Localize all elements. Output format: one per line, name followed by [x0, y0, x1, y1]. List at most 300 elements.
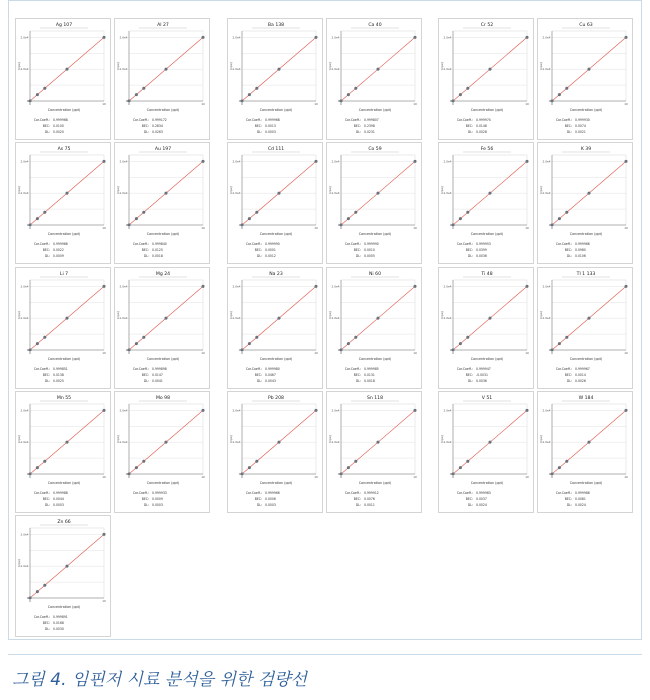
- y-tick-label: 1.0e4: [331, 67, 340, 72]
- data-point: [202, 285, 205, 288]
- stat-value: 0.0024: [476, 503, 487, 507]
- data-point: [354, 211, 357, 214]
- figure-frame: [8, 0, 642, 640]
- x-tick-label: 0: [29, 475, 31, 479]
- data-point: [377, 68, 380, 71]
- x-axis-label: Concentration (ppt): [47, 357, 81, 361]
- stat-value: 0.0074: [575, 124, 586, 128]
- x-tick-label: 0: [551, 351, 553, 355]
- calibration-chart: [439, 392, 535, 514]
- calibration-chart: [538, 19, 634, 141]
- stat-label: DL:: [566, 254, 572, 258]
- y-tick-label: 1.0e4: [20, 564, 29, 569]
- calibration-panel: [438, 142, 534, 264]
- stat-value: 0.999966: [265, 491, 280, 495]
- data-point: [414, 36, 417, 39]
- y-axis-label: [cps]: [116, 62, 120, 70]
- data-point: [278, 441, 281, 444]
- y-tick-label: 1.0e4: [542, 191, 551, 196]
- x-tick-label: 0: [340, 351, 342, 355]
- y-axis-label: [cps]: [229, 435, 233, 443]
- data-point: [548, 472, 554, 476]
- y-axis-label: [cps]: [440, 311, 444, 319]
- y-tick-label: 1.0e4: [443, 67, 452, 72]
- y-tick-label: 1.0e4: [542, 67, 551, 72]
- stat-value: 0.999988: [53, 491, 68, 495]
- data-point: [558, 466, 561, 469]
- y-tick-label: 1.0e4: [232, 67, 241, 72]
- y-tick-label: 1.0e4: [20, 191, 29, 196]
- calibration-panel: [15, 391, 111, 513]
- chart-title: Zn 66: [57, 520, 71, 525]
- plot-frame: [242, 404, 316, 474]
- data-point: [255, 211, 258, 214]
- data-point: [548, 223, 554, 227]
- data-point: [66, 565, 69, 568]
- stat-label: BEC:: [353, 248, 361, 252]
- stat-value: 0.999891: [53, 615, 68, 619]
- chart-title: Cr 52: [480, 23, 494, 28]
- data-point: [125, 348, 131, 352]
- x-tick-label: 0: [452, 351, 454, 355]
- calibration-chart: [228, 268, 324, 390]
- data-point: [103, 285, 106, 288]
- data-point: [135, 93, 138, 96]
- y-tick-label: 0: [26, 99, 29, 103]
- data-point: [466, 460, 469, 463]
- y-tick-label: 0: [449, 99, 452, 103]
- stat-value: 0.0021: [575, 130, 586, 134]
- data-point: [565, 336, 568, 339]
- x-tick-label: 0: [128, 226, 130, 230]
- stat-value: 0.0001: [265, 248, 276, 252]
- y-tick-label: 0: [548, 472, 551, 476]
- calibration-panel: [227, 18, 323, 140]
- stat-value: -0.0031: [476, 373, 488, 377]
- stat-label: BEC:: [353, 497, 361, 501]
- data-point: [36, 217, 39, 220]
- stat-label: BEC:: [141, 248, 149, 252]
- x-tick-label: 10: [102, 226, 106, 230]
- calibration-chart: [16, 268, 112, 390]
- y-tick-label: 2.0e4: [119, 159, 128, 164]
- x-tick-label: 0: [29, 599, 31, 603]
- data-point: [315, 160, 318, 163]
- data-point: [466, 87, 469, 90]
- x-tick-label: 10: [201, 226, 205, 230]
- calibration-chart: [228, 19, 324, 141]
- y-axis-label: [cps]: [17, 62, 21, 70]
- y-tick-label: 2.0e4: [542, 159, 551, 164]
- data-point: [202, 160, 205, 163]
- chart-title: Mo 98: [155, 396, 171, 401]
- y-axis-label: [cps]: [116, 311, 120, 319]
- stat-value: 0.0010: [364, 248, 375, 252]
- y-tick-label: 0: [238, 472, 241, 476]
- data-point: [414, 285, 417, 288]
- plot-frame: [242, 280, 316, 350]
- data-point: [449, 348, 455, 352]
- x-tick-label: 10: [413, 351, 417, 355]
- x-axis-label: Concentration (ppt): [569, 357, 603, 361]
- x-axis-label: Concentration (ppt): [146, 357, 180, 361]
- stat-label: BEC:: [465, 248, 473, 252]
- x-tick-label: 10: [314, 475, 318, 479]
- data-point: [278, 68, 281, 71]
- x-axis-label: Concentration (ppt): [259, 481, 293, 485]
- chart-title: Ca 40: [368, 23, 382, 28]
- y-tick-label: 2.0e4: [119, 284, 128, 289]
- data-point: [449, 223, 455, 227]
- data-point: [165, 192, 168, 195]
- data-point: [526, 285, 529, 288]
- caption-rule: [8, 654, 642, 655]
- y-axis-label: [cps]: [17, 186, 21, 194]
- plot-frame: [341, 31, 415, 101]
- calibration-chart: [115, 143, 211, 265]
- data-point: [347, 93, 350, 96]
- stat-value: 0.0399: [476, 248, 487, 252]
- data-point: [588, 441, 591, 444]
- x-tick-label: 10: [102, 475, 106, 479]
- y-tick-label: 1.0e4: [331, 191, 340, 196]
- data-point: [142, 460, 145, 463]
- data-point: [588, 317, 591, 320]
- calibration-chart: [16, 19, 112, 141]
- y-tick-label: 2.0e4: [443, 35, 452, 40]
- stat-value: 0.999990: [265, 242, 280, 246]
- data-point: [315, 409, 318, 412]
- plot-frame: [129, 155, 203, 225]
- calibration-chart: [228, 143, 324, 265]
- data-point: [43, 87, 46, 90]
- data-point: [565, 460, 568, 463]
- stat-value: 0.0003: [265, 130, 276, 134]
- data-point: [354, 460, 357, 463]
- stat-label: Cor.Coeff.:: [245, 118, 262, 122]
- x-axis-label: Concentration (ppt): [569, 108, 603, 112]
- data-point: [526, 36, 529, 39]
- y-tick-label: 0: [449, 472, 452, 476]
- stat-label: DL:: [256, 130, 262, 134]
- figure-caption: 그림 4. 임핀저 시료 분석을 위한 검량선: [12, 670, 307, 690]
- stat-label: Cor.Coeff.:: [245, 242, 262, 246]
- stat-label: Cor.Coeff.:: [33, 615, 50, 619]
- y-tick-label: 0: [548, 99, 551, 103]
- y-tick-label: 0: [125, 348, 128, 352]
- calibration-chart: [327, 143, 423, 265]
- stat-value: 0.999912: [364, 491, 379, 495]
- stat-label: Cor.Coeff.:: [33, 491, 50, 495]
- chart-title: Na 23: [269, 272, 283, 277]
- data-point: [142, 87, 145, 90]
- stat-label: DL:: [44, 379, 50, 383]
- data-point: [466, 336, 469, 339]
- x-tick-label: 0: [128, 475, 130, 479]
- y-tick-label: 2.0e4: [232, 408, 241, 413]
- data-point: [625, 36, 628, 39]
- data-point: [449, 472, 455, 476]
- data-point: [36, 342, 39, 345]
- stat-value: 0.999933: [152, 491, 167, 495]
- y-tick-label: 2.0e4: [331, 284, 340, 289]
- calibration-panel: [537, 142, 633, 264]
- chart-title: Cd 111: [267, 147, 285, 152]
- stat-value: 0.0028: [476, 130, 487, 134]
- y-tick-label: 1.0e4: [443, 191, 452, 196]
- y-tick-label: 2.0e4: [331, 408, 340, 413]
- plot-frame: [242, 31, 316, 101]
- stat-label: Cor.Coeff.:: [132, 118, 149, 122]
- data-point: [238, 472, 244, 476]
- stat-label: BEC:: [254, 248, 262, 252]
- data-point: [255, 460, 258, 463]
- x-tick-label: 10: [624, 475, 628, 479]
- stat-value: 0.0168: [53, 621, 64, 625]
- y-tick-label: 1.0e4: [542, 440, 551, 445]
- stat-label: BEC:: [42, 497, 50, 501]
- stat-value: 0.0018: [364, 379, 375, 383]
- stat-label: BEC:: [141, 497, 149, 501]
- stat-value: 0.999966: [575, 242, 590, 246]
- data-point: [103, 533, 106, 536]
- x-tick-label: 0: [452, 102, 454, 106]
- data-point: [66, 68, 69, 71]
- data-point: [377, 441, 380, 444]
- stat-label: Cor.Coeff.:: [344, 242, 361, 246]
- plot-frame: [242, 155, 316, 225]
- y-tick-label: 2.0e4: [119, 35, 128, 40]
- data-point: [377, 317, 380, 320]
- y-tick-label: 1.0e4: [20, 316, 29, 321]
- x-tick-label: 10: [525, 475, 529, 479]
- stat-label: BEC:: [254, 124, 262, 128]
- data-point: [625, 409, 628, 412]
- stat-value: 0.0003: [152, 503, 163, 507]
- stat-label: DL:: [143, 379, 149, 383]
- x-axis-label: Concentration (ppt): [259, 108, 293, 112]
- data-point: [558, 342, 561, 345]
- calibration-panel: [227, 391, 323, 513]
- stat-label: DL:: [566, 503, 572, 507]
- stat-label: BEC:: [42, 373, 50, 377]
- calibration-panel: [114, 267, 210, 389]
- data-point: [347, 217, 350, 220]
- chart-title: Au 197: [154, 147, 172, 152]
- data-point: [337, 99, 343, 103]
- x-tick-label: 0: [241, 226, 243, 230]
- y-axis-label: [cps]: [440, 62, 444, 70]
- plot-frame: [453, 280, 527, 350]
- chart-title: Ba 138: [267, 23, 285, 28]
- stat-label: BEC:: [42, 124, 50, 128]
- plot-frame: [30, 404, 104, 474]
- plot-frame: [552, 155, 626, 225]
- data-point: [103, 36, 106, 39]
- calibration-chart: [538, 268, 634, 390]
- stat-value: 0.0030: [53, 627, 64, 631]
- stat-value: 0.0231: [364, 130, 375, 134]
- data-point: [558, 93, 561, 96]
- stat-label: DL:: [143, 503, 149, 507]
- y-tick-label: 1.0e4: [232, 191, 241, 196]
- calibration-chart: [115, 19, 211, 141]
- data-point: [26, 348, 32, 352]
- x-axis-label: Concentration (ppt): [47, 108, 81, 112]
- stat-value: 0.999953: [476, 242, 491, 246]
- data-point: [354, 87, 357, 90]
- calibration-chart: [115, 392, 211, 514]
- data-point: [459, 93, 462, 96]
- stat-value: 0.999807: [364, 118, 379, 122]
- y-tick-label: 0: [449, 223, 452, 227]
- data-point: [449, 99, 455, 103]
- plot-frame: [453, 31, 527, 101]
- stat-value: 0.0026: [575, 379, 586, 383]
- stat-label: DL:: [566, 130, 572, 134]
- data-point: [248, 342, 251, 345]
- y-axis-label: [cps]: [17, 311, 21, 319]
- x-axis-label: Concentration (ppt): [470, 232, 504, 236]
- data-point: [625, 285, 628, 288]
- stat-value: 0.0012: [265, 254, 276, 258]
- x-tick-label: 10: [314, 102, 318, 106]
- x-axis-label: Concentration (ppt): [470, 108, 504, 112]
- x-tick-label: 10: [201, 351, 205, 355]
- data-point: [165, 68, 168, 71]
- y-tick-label: 0: [26, 348, 29, 352]
- x-tick-label: 0: [241, 351, 243, 355]
- stat-label: BEC:: [254, 373, 262, 377]
- calibration-panel: [227, 142, 323, 264]
- data-point: [43, 460, 46, 463]
- stat-label: BEC:: [141, 124, 149, 128]
- stat-label: DL:: [355, 130, 361, 134]
- calibration-chart: [538, 392, 634, 514]
- data-point: [248, 217, 251, 220]
- y-tick-label: 0: [238, 99, 241, 103]
- stat-label: Cor.Coeff.:: [33, 242, 50, 246]
- chart-title: Ti 48: [481, 272, 493, 277]
- calibration-chart: [228, 392, 324, 514]
- chart-title: K 39: [580, 147, 592, 152]
- stat-value: 0.0025: [53, 379, 64, 383]
- y-axis-label: [cps]: [328, 311, 332, 319]
- y-axis-label: [cps]: [229, 62, 233, 70]
- x-tick-label: 10: [624, 226, 628, 230]
- stat-value: 0.999980: [265, 367, 280, 371]
- stat-value: 0.0003: [265, 503, 276, 507]
- y-tick-label: 1.0e4: [331, 316, 340, 321]
- x-tick-label: 10: [525, 102, 529, 106]
- stat-value: 0.0024: [575, 503, 586, 507]
- stat-value: 0.0148: [476, 124, 487, 128]
- x-tick-label: 0: [551, 102, 553, 106]
- data-point: [202, 409, 205, 412]
- stat-label: DL:: [355, 503, 361, 507]
- y-tick-label: 2.0e4: [542, 35, 551, 40]
- stat-value: 0.0037: [476, 497, 487, 501]
- data-point: [125, 223, 131, 227]
- chart-title: Sn 118: [366, 396, 384, 401]
- data-point: [337, 472, 343, 476]
- y-tick-label: 0: [125, 99, 128, 103]
- stat-label: DL:: [355, 379, 361, 383]
- y-axis-label: [cps]: [539, 311, 543, 319]
- data-point: [565, 87, 568, 90]
- stat-value: 0.0018: [152, 254, 163, 258]
- chart-title: Mg 24: [155, 272, 171, 277]
- plot-frame: [30, 528, 104, 598]
- stat-value: 0.0980: [575, 248, 586, 252]
- x-axis-label: Concentration (ppt): [146, 232, 180, 236]
- stat-label: DL:: [256, 503, 262, 507]
- chart-title: Li 7: [59, 272, 69, 277]
- stat-value: 0.0022: [53, 248, 64, 252]
- stat-value: 0.2398: [364, 124, 375, 128]
- stat-value: 0.0263: [152, 130, 163, 134]
- data-point: [459, 217, 462, 220]
- stat-label: Cor.Coeff.:: [33, 367, 50, 371]
- data-point: [466, 211, 469, 214]
- data-point: [142, 336, 145, 339]
- x-tick-label: 10: [201, 102, 205, 106]
- y-tick-label: 1.0e4: [232, 440, 241, 445]
- y-tick-label: 2.0e4: [232, 284, 241, 289]
- calibration-chart: [327, 268, 423, 390]
- stat-value: 0.0036: [476, 379, 487, 383]
- x-axis-label: Concentration (ppt): [146, 481, 180, 485]
- stat-value: 0.0106: [575, 254, 586, 258]
- stat-value: 0.0147: [152, 373, 163, 377]
- chart-title: Co 59: [368, 147, 382, 152]
- stat-label: Cor.Coeff.:: [555, 367, 572, 371]
- y-tick-label: 0: [337, 472, 340, 476]
- data-point: [548, 99, 554, 103]
- stat-label: BEC:: [564, 497, 572, 501]
- stat-label: DL:: [467, 254, 473, 258]
- y-axis-label: [cps]: [539, 186, 543, 194]
- x-axis-label: Concentration (ppt): [47, 232, 81, 236]
- data-point: [354, 336, 357, 339]
- stat-value: 0.999990: [364, 242, 379, 246]
- x-tick-label: 0: [452, 226, 454, 230]
- y-tick-label: 0: [26, 223, 29, 227]
- stat-value: 0.0081: [575, 497, 586, 501]
- stat-label: Cor.Coeff.:: [132, 491, 149, 495]
- stat-label: Cor.Coeff.:: [555, 242, 572, 246]
- y-tick-label: 2.0e4: [443, 284, 452, 289]
- plot-frame: [552, 280, 626, 350]
- x-axis-label: Concentration (ppt): [259, 357, 293, 361]
- y-tick-label: 0: [26, 472, 29, 476]
- data-point: [414, 409, 417, 412]
- data-point: [414, 160, 417, 163]
- chart-title: Mn 55: [56, 396, 72, 401]
- data-point: [135, 217, 138, 220]
- y-tick-label: 0: [125, 472, 128, 476]
- stat-label: Cor.Coeff.:: [132, 367, 149, 371]
- stat-label: BEC:: [564, 248, 572, 252]
- stat-value: 0.999985: [364, 367, 379, 371]
- y-tick-label: 1.0e4: [232, 316, 241, 321]
- y-axis-label: [cps]: [539, 435, 543, 443]
- y-axis-label: [cps]: [539, 62, 543, 70]
- stat-value: 0.0076: [364, 497, 375, 501]
- stat-value: 0.0011: [364, 503, 375, 507]
- data-point: [238, 223, 244, 227]
- stat-value: 0.2834: [152, 124, 163, 128]
